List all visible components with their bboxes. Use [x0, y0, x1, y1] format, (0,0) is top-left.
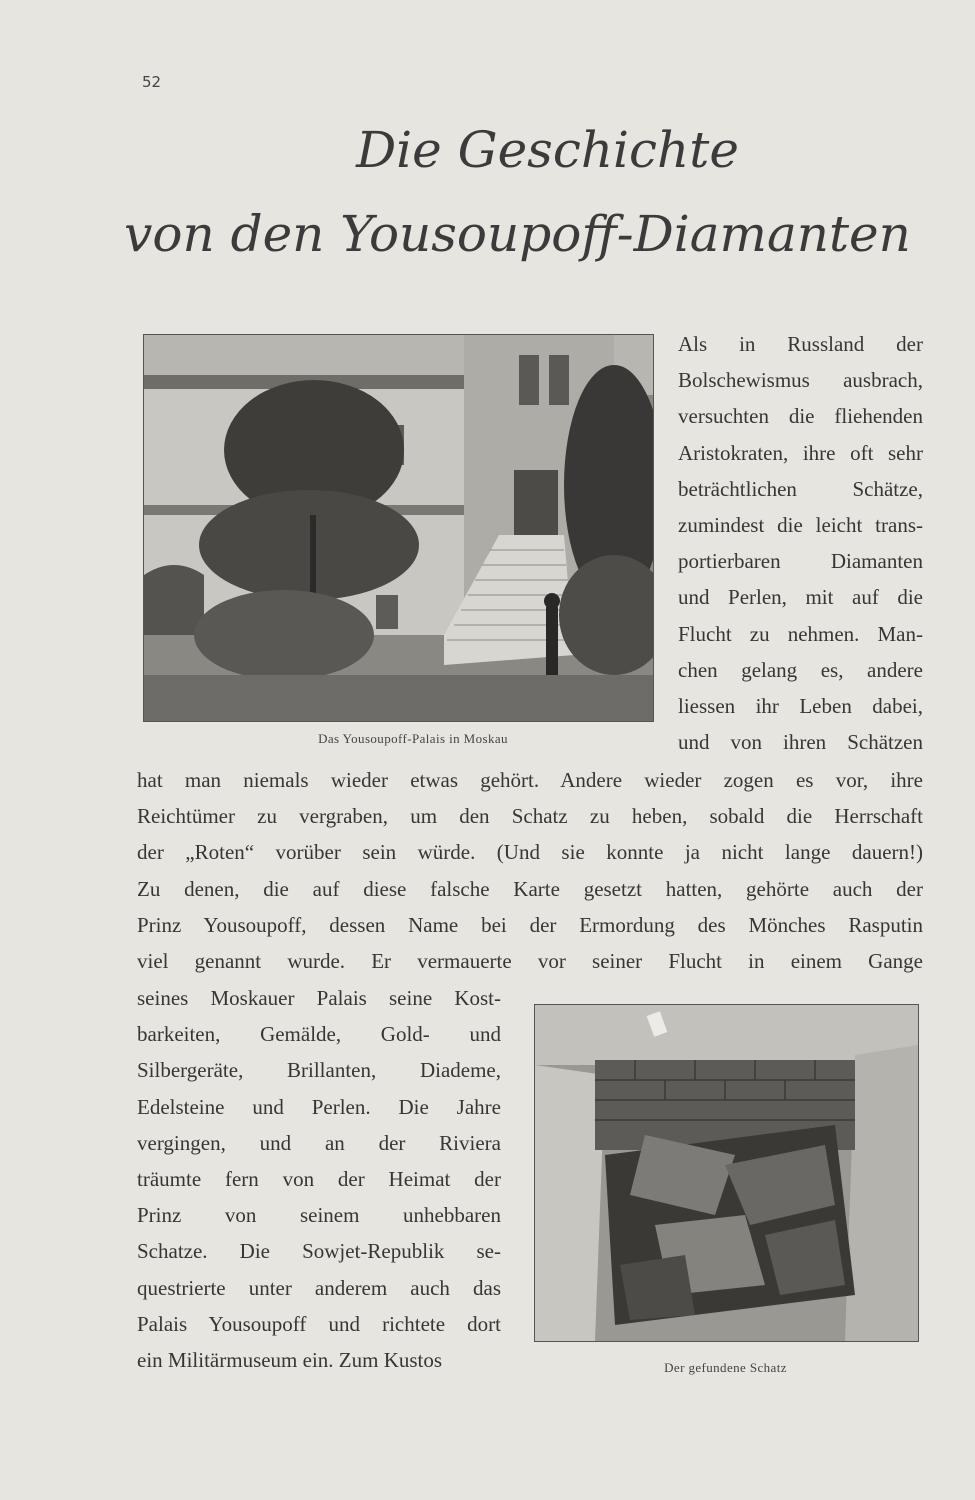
- paragraph-right-column: [678, 326, 923, 760]
- text-line: barkeiten, Gemälde, Gold- und: [137, 1022, 501, 1047]
- text-line: Prinz Yousoupoff, dessen Name bei der Ermordung des Mönches Rasputin: [137, 912, 923, 937]
- page-number: 52: [142, 73, 162, 91]
- text-line: Reichtümer zu vergraben, um den Schatz zu heben, sobald die Herrschaft: [137, 804, 923, 829]
- text-line: questrierte unter anderem auch das: [137, 1275, 501, 1300]
- text-line: Prinz von seinem unhebbaren: [137, 1203, 501, 1228]
- text-line: Als in Russland der: [678, 332, 923, 356]
- text-line: vergingen, und an der Riviera: [137, 1130, 501, 1155]
- article-title: [124, 108, 945, 276]
- text-line: portierbaren Diamanten: [678, 549, 923, 574]
- text-line: und von ihren Schätzen: [678, 730, 923, 755]
- text-line: und Perlen, mit auf die: [678, 585, 923, 610]
- text-line: Silbergeräte, Brillanten, Diademe,: [137, 1058, 501, 1083]
- text-line: hat man niemals wieder etwas gehört. Andere wieder zogen es vor, ihre: [137, 768, 923, 792]
- text-line: Palais Yousoupoff und richtete dort: [137, 1311, 501, 1336]
- paragraph-left-column: [137, 980, 501, 1378]
- text-line: träumte fern von der Heimat der: [137, 1166, 501, 1191]
- text-line: Aristokraten, ihre oft sehr: [678, 440, 923, 465]
- text-line: Bolschewismus ausbrach,: [678, 368, 923, 393]
- text-line: zumindest die leicht trans-: [678, 512, 923, 537]
- text-line: viel genannt wurde. Er vermauerte vor seiner Flucht in einem Gange: [137, 948, 923, 973]
- text-line: Zu denen, die auf diese falsche Karte gesetzt hatten, gehörte auch der: [137, 876, 923, 901]
- text-line: seines Moskauer Palais seine Kost-: [137, 986, 501, 1010]
- paragraph-full-width: [137, 762, 923, 979]
- treasure-photo: [534, 1004, 919, 1342]
- text-line: versuchten die fliehenden: [678, 404, 923, 429]
- text-line: Schatze. Die Sowjet-Republik se-: [137, 1239, 501, 1264]
- text-line: ein Militärmuseum ein. Zum Kustos: [137, 1347, 443, 1372]
- text-line: liessen ihr Leben dabei,: [678, 693, 923, 718]
- palace-photo: [143, 334, 654, 722]
- text-line: Flucht zu nehmen. Man-: [678, 621, 923, 646]
- title-line-1: Die Geschichte: [356, 121, 739, 179]
- treasure-photo-caption: Der gefundene Schatz: [664, 1360, 787, 1375]
- text-line: chen gelang es, andere: [678, 657, 923, 682]
- text-line: beträchtlichen Schätze,: [678, 476, 923, 501]
- palace-photo-caption: Das Yousoupoff-Palais in Moskau: [318, 731, 508, 746]
- text-line: Edelsteine und Perlen. Die Jahre: [137, 1094, 501, 1119]
- text-line: der „Roten“ vorüber sein würde. (Und sie konnte ja nicht lange dauern!): [137, 840, 923, 865]
- title-line-2: von den Yousoupoff-Diamanten: [124, 205, 911, 263]
